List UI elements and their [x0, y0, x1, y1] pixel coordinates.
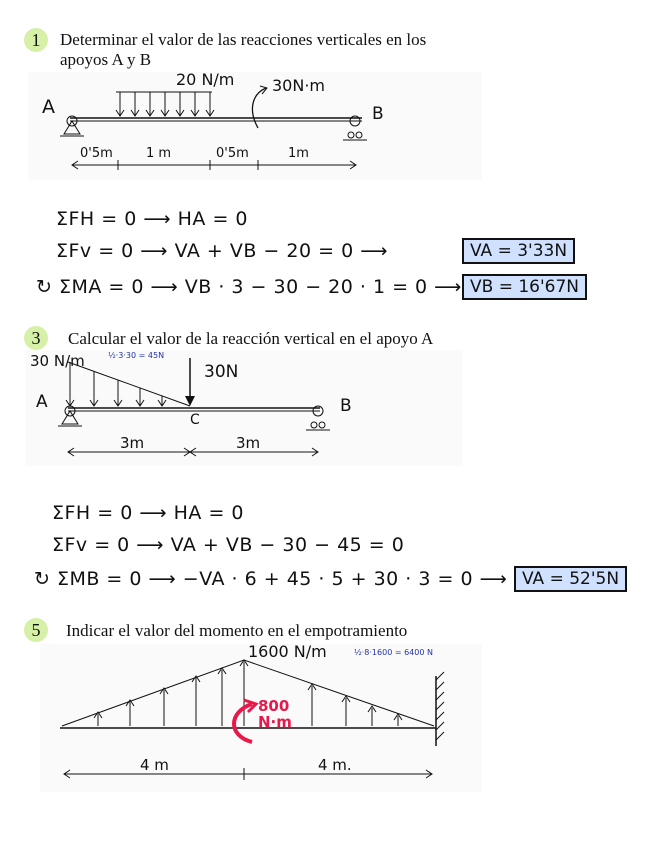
figure-5-moment-label: 800 N·m [258, 697, 292, 731]
figure-1-dim-2: 1 m [146, 146, 172, 161]
problem-1-badge: 1 [24, 28, 48, 52]
figure-1-label-a: A [42, 96, 55, 118]
problem-3-equation-3: ↻ ΣMB = 0 ⟶ −VA · 6 + 45 · 5 + 30 · 3 = 0 ⟶ [34, 568, 508, 590]
figure-5-dim-2: 4 m. [318, 756, 352, 774]
problem-1-equation-1: ΣFH = 0 ⟶ HA = 0 [56, 208, 248, 230]
problem-3-equation-1: ΣFH = 0 ⟶ HA = 0 [52, 502, 244, 524]
figure-1-dim-3: 0'5m [216, 146, 249, 161]
figure-3-label-a: A [36, 392, 48, 412]
figure-1-dim-1: 0'5m [80, 146, 113, 161]
figure-1-label-b: B [372, 104, 384, 124]
figure-3-resultant-note: ½·3·30 = 45N [108, 351, 165, 360]
figure-1-moment-label: 30N·m [272, 76, 325, 95]
problem-3-answer-va: VA = 52'5N [514, 566, 627, 592]
figure-3-point-load-label: 30N [204, 362, 239, 382]
problem-1-title-line1: Determinar el valor de las reacciones verticales en los [60, 30, 427, 49]
problem-1-equation-2: ΣFv = 0 ⟶ VA + VB − 20 = 0 ⟶ [56, 240, 388, 262]
figure-5-load-label: 1600 N/m [248, 642, 327, 661]
problem-1-equation-3: ↻ ΣMA = 0 ⟶ VB · 3 − 30 − 20 · 1 = 0 ⟶ [36, 276, 462, 298]
figure-5-resultant-note: ½·8·1600 = 6400 N [354, 648, 433, 657]
figure-5-dim-1: 4 m [140, 756, 169, 774]
problem-3-title: Calcular el valor de la reacción vertical en el apoyo A [68, 329, 434, 348]
problem-3-equation-2: ΣFv = 0 ⟶ VA + VB − 30 − 45 = 0 [52, 534, 405, 556]
problem-1-title-line2: apoyos A y B [60, 50, 152, 69]
figure-3-dim-1: 3m [120, 434, 145, 452]
figure-3-dim-2: 3m [236, 434, 261, 452]
problem-1-answer-vb: VB = 16'67N [462, 274, 587, 300]
problem-5-badge: 5 [24, 618, 48, 642]
figure-3-label-c: C [190, 412, 200, 428]
problem-1-answer-va: VA = 3'33N [462, 238, 575, 264]
problem-5-title: Indicar el valor del momento en el empotramiento [66, 621, 408, 640]
figure-3-label-b: B [340, 396, 352, 416]
figure-1-dim-4: 1m [288, 146, 309, 161]
figure-1-load-label: 20 N/m [176, 70, 235, 89]
problem-3-badge: 3 [24, 326, 48, 350]
figure-3-load-label: 30 N/m [30, 352, 85, 370]
